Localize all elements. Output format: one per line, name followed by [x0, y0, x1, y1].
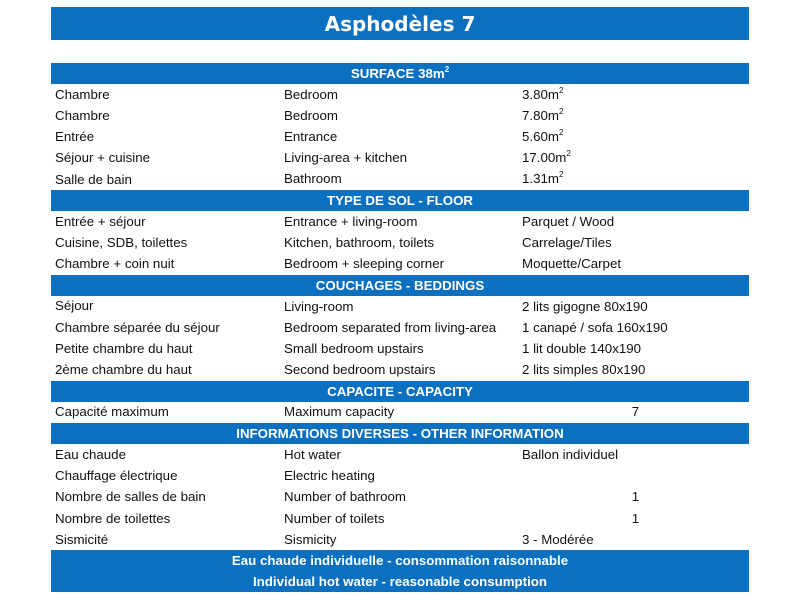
value-cell — [520, 338, 749, 359]
english-label: Sismicity — [284, 531, 337, 547]
french-label: Salle de bain — [51, 168, 280, 189]
table-row — [51, 486, 749, 507]
value-text: Parquet / Wood — [522, 213, 615, 229]
value-cell — [520, 232, 749, 253]
table-row — [51, 465, 749, 486]
value-superscript: 2 — [558, 85, 564, 95]
table-row — [51, 507, 749, 528]
table-row — [51, 317, 749, 338]
english-label: Entrance — [284, 129, 338, 145]
value-text: 1.31m — [522, 171, 559, 187]
info-table — [51, 62, 749, 592]
value-cell — [520, 84, 749, 105]
french-label: Chambre séparée du séjour — [51, 317, 280, 338]
info-table-body — [51, 63, 749, 593]
french-label: Chambre — [51, 105, 280, 126]
value-superscript: 2 — [558, 106, 564, 116]
value-cell — [520, 465, 749, 486]
english-label: Small bedroom upstairs — [284, 341, 424, 357]
page-title: Asphodèles 7 — [51, 7, 749, 40]
value-text: 17.00m — [522, 150, 567, 166]
value-cell — [520, 529, 749, 550]
english-label: Hot water — [284, 446, 341, 462]
section-header-cell — [51, 190, 749, 211]
value-superscript: 2 — [566, 149, 571, 159]
french-label: Nombre de toilettes — [51, 507, 280, 528]
footer-row — [51, 571, 749, 592]
english-label: Entrance + living-room — [284, 213, 418, 229]
value-superscript: 2 — [558, 170, 564, 180]
value-text: 3.80m — [522, 86, 559, 102]
english-label: Bedroom + sleeping corner — [284, 256, 445, 272]
table-row — [51, 147, 749, 168]
value-cell — [520, 507, 749, 528]
value-cell — [520, 168, 749, 189]
footer-note: Eau chaude individuelle - consommation raisonnable — [51, 550, 749, 571]
section-header-beddings — [51, 274, 749, 295]
section-header-superscript: 2 — [444, 64, 450, 74]
table-row — [51, 529, 749, 550]
french-label: Capacité maximum — [51, 402, 280, 423]
value-cell — [520, 444, 749, 465]
french-label: Chambre — [51, 84, 280, 105]
french-label: Eau chaude — [51, 444, 280, 465]
french-label: Entrée — [51, 126, 280, 147]
value-text: 2 lits simples 80x190 — [522, 361, 646, 377]
english-label: Kitchen, bathroom, toilets — [284, 235, 435, 251]
french-label: Séjour — [51, 296, 280, 317]
value-cell — [520, 486, 749, 507]
value-cell — [520, 296, 749, 317]
french-label: 2ème chambre du haut — [51, 359, 280, 380]
french-label: Chauffage électrique — [51, 465, 280, 486]
section-header-label: COUCHAGES - BEDDINGS — [315, 277, 485, 293]
french-label: Chambre + coin nuit — [51, 253, 280, 274]
english-label: Bedroom — [284, 86, 338, 102]
value-superscript: 2 — [558, 128, 564, 138]
english-label: Maximum capacity — [284, 404, 395, 420]
french-label: Petite chambre du haut — [51, 338, 280, 359]
section-header-other — [51, 423, 749, 444]
section-header-floor — [51, 190, 749, 211]
table-row — [51, 211, 749, 232]
value-text: 5.60m — [522, 129, 559, 145]
table-row — [51, 105, 749, 126]
value-text: 1 lit double 140x190 — [522, 341, 642, 357]
value-cell — [520, 317, 749, 338]
section-header-surface — [51, 63, 749, 84]
section-header-capacity — [51, 380, 749, 401]
value-text: 2 lits gigogne 80x190 — [522, 298, 648, 314]
english-label: Bedroom separated from living-area — [284, 319, 497, 335]
table-row — [51, 253, 749, 274]
section-header-cell — [51, 63, 749, 84]
footer-note: Individual hot water - reasonable consumption — [51, 571, 749, 592]
english-label: Second bedroom upstairs — [284, 361, 436, 377]
english-label: Number of toilets — [284, 510, 385, 526]
english-label: Bathroom — [284, 171, 342, 187]
table-row — [51, 296, 749, 317]
table-row — [51, 126, 749, 147]
table-row — [51, 168, 749, 189]
value-cell — [520, 211, 749, 232]
section-header-cell — [51, 423, 749, 444]
value-cell — [520, 253, 749, 274]
value-cell — [520, 147, 749, 168]
value-text: Ballon individuel — [522, 446, 619, 462]
french-label: Cuisine, SDB, toilettes — [51, 232, 280, 253]
table-row — [51, 84, 749, 105]
section-header-cell — [51, 380, 749, 401]
value-text: Moquette/Carpet — [522, 256, 622, 272]
value-text: 7 — [631, 404, 640, 420]
section-header-label: INFORMATIONS DIVERSES - OTHER INFORMATION — [236, 426, 564, 442]
value-cell — [520, 359, 749, 380]
value-text: Carrelage/Tiles — [522, 235, 612, 251]
english-label: Living-area + kitchen — [284, 150, 408, 166]
value-cell — [520, 402, 749, 423]
table-row — [51, 359, 749, 380]
footer-row — [51, 550, 749, 571]
value-text: 1 canapé / sofa 160x190 — [522, 319, 668, 335]
french-label: Nombre de salles de bain — [51, 486, 280, 507]
english-label: Electric heating — [284, 468, 375, 484]
section-header-label: SURFACE 38m — [350, 65, 445, 81]
value-text: 1 — [631, 510, 640, 526]
value-text: 7.80m — [522, 107, 559, 123]
english-label: Living-room — [284, 298, 354, 314]
english-label: Bedroom — [284, 107, 338, 123]
value-cell — [520, 105, 749, 126]
table-row — [51, 232, 749, 253]
table-row — [51, 338, 749, 359]
section-header-label: TYPE DE SOL - FLOOR — [326, 192, 474, 208]
english-label: Number of bathroom — [284, 489, 406, 505]
table-row — [51, 444, 749, 465]
section-header-cell — [51, 274, 749, 295]
value-cell — [520, 126, 749, 147]
value-text: 3 - Modérée — [522, 531, 594, 547]
table-row — [51, 402, 749, 423]
french-label: Entrée + séjour — [51, 211, 280, 232]
french-label: Séjour + cuisine — [51, 147, 280, 168]
section-header-label: CAPACITE - CAPACITY — [327, 383, 473, 399]
french-label: Sismicité — [51, 529, 280, 550]
value-text: 1 — [631, 489, 640, 505]
